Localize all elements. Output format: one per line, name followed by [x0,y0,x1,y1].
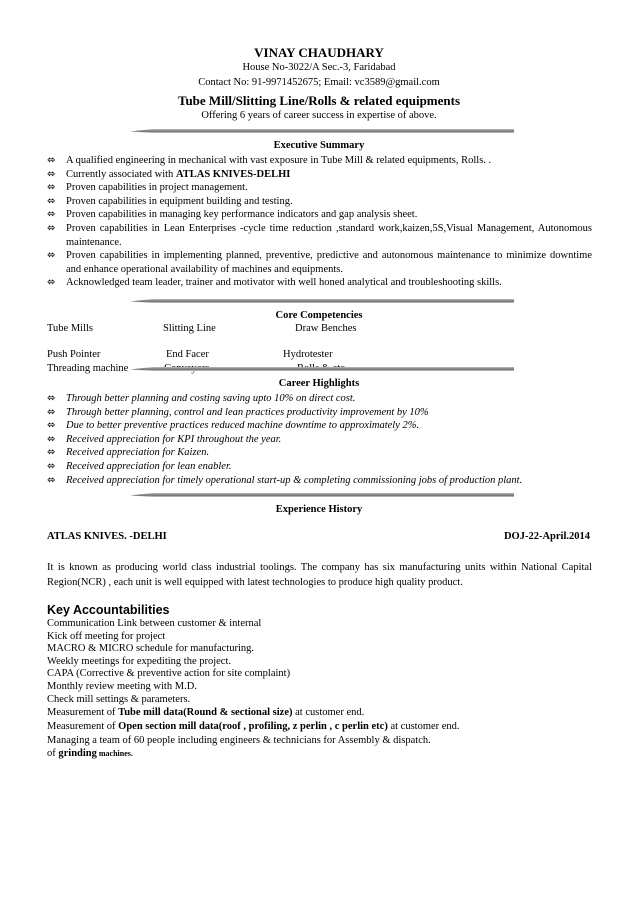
arrow-bullet-icon: ⬄ [47,420,56,432]
accountability-item: Communication Link between customer & internal [47,618,262,629]
executive-summary-title: Executive Summary [273,140,365,151]
key-accountabilities-title: Key Accountabilities [47,603,170,617]
arrow-bullet-icon: ⬄ [47,460,56,472]
accountability-item: Check mill settings & parameters. [47,693,191,705]
arrow-bullet-icon: ⬄ [47,168,56,180]
accountability-item: Measurement of Open section mill data(roof , profiling, z perlin , c perlin etc) at customer end. [47,721,460,733]
candidate-name: VINAY CHAUDHARY [254,45,384,60]
experience-history-title: Experience History [275,504,363,515]
executive-summary-list [47,154,592,290]
competency-item: Hydrotester [283,349,333,361]
career-highlights-list [47,392,592,487]
competency-item: End Facer [166,349,209,361]
arrow-bullet-icon: ⬄ [47,155,56,166]
highlight-item: ⬄ Through better planning and costing saving upto 10% on direct cost. [47,393,356,404]
contact-line: Contact No: 91-9971452675; Email: vc3589@gmail.com [198,77,440,88]
highlight-item: ⬄ Received appreciation for timely operational start-up & completing commissioning jobs of production plant. [47,474,523,486]
key-accountabilities-list [47,618,460,760]
highlight-item: ⬄ Through better planning, control and lean practices productivity improvement by 10% [47,406,429,418]
competency-item: Push Pointer [47,349,101,361]
date-of-joining: DOJ-22-April.2014 [503,531,590,542]
highlight-item: ⬄ Due to better preventive practices reduced machine downtime to approximately 2%. [47,420,420,432]
arrow-bullet-icon: ⬄ [47,277,56,289]
subheadline: Offering 6 years of career success in expertise of above. [201,110,437,121]
summary-item: ⬄ A qualified engineering in mechanical with vast exposure in Tube Mill & related equipments, Rolls. . [47,155,492,166]
accountability-item: MACRO & MICRO schedule for manufacturing. [47,643,255,655]
summary-item: ⬄ Proven capabilities in managing key performance indicators and gap analysis sheet. [47,209,418,221]
arrow-bullet-icon: ⬄ [47,195,56,207]
highlight-item: ⬄ Received appreciation for KPI throughout the year. [47,433,282,445]
accountability-item: Weekly meetings for expediting the project. [47,655,232,667]
accountability-item: of grinding machines. [47,748,133,760]
arrow-bullet-icon: ⬄ [47,182,56,194]
summary-item: ⬄ Proven capabilities in implementing planned, preventive, predictive and autonomous maintenance to minimize downtime and enhance operational availability of machines and equipments. [47,250,592,275]
summary-item: ⬄ Proven capabilities in project management. [47,182,248,194]
summary-item: ⬄ Proven capabilities in equipment building and testing. [47,195,293,207]
competency-item: Tube Mills [47,323,94,334]
section-divider [130,129,514,133]
accountability-item: Measurement of Tube mill data(Round & sectional size) at customer end. [47,707,365,719]
arrow-bullet-icon: ⬄ [47,250,56,262]
accountability-item: Managing a team of 60 people including engineers & technicians for Assembly & dispatch. [47,735,431,747]
company-description: It is known as producing world class industrial toolings. The company has six manufacturing units within National Capital Region(NCR) , each unit is well equipped with latest technologies to produce high quality product. [47,562,592,588]
career-highlights-title: Career Highlights [278,378,360,389]
summary-item: ⬄ Proven capabilities in Lean Enterprises -cycle time reduction ,standard work,kaizen,5S,Visual Management, Autonomous maintenance. [47,222,592,248]
section-divider [130,299,514,303]
arrow-bullet-icon: ⬄ [47,474,56,486]
accountability-item: CAPA (Corrective & preventive action for site complaint) [47,668,291,680]
competency-item: Draw Benches [295,323,357,334]
arrow-bullet-icon: ⬄ [47,393,56,404]
summary-item: ⬄ Acknowledged team leader, trainer and motivator with well honed analytical and troubleshooting skills. [47,277,502,289]
section-divider [130,367,514,371]
competency-item: Slitting Line [163,323,216,334]
core-competencies-title: Core Competencies [275,310,363,321]
highlight-item: ⬄ Received appreciation for Kaizen. [47,447,210,459]
competency-item: Threading machine [47,362,129,374]
section-divider [130,493,514,497]
accountability-item: Kick off meeting for project [47,630,166,642]
arrow-bullet-icon: ⬄ [47,433,56,445]
address: House No-3022/A Sec.-3, Faridabad [242,62,396,73]
accountability-item: Monthly review meeting with M.D. [47,680,197,692]
arrow-bullet-icon: ⬄ [47,406,56,418]
highlight-item: ⬄ Received appreciation for lean enabler. [47,460,232,472]
arrow-bullet-icon: ⬄ [47,209,56,221]
summary-item: ⬄ Currently associated with ATLAS KNIVES-DELHI [47,168,291,180]
headline: Tube Mill/Slitting Line/Rolls & related equipments [177,93,461,108]
arrow-bullet-icon: ⬄ [47,447,56,459]
arrow-bullet-icon: ⬄ [47,222,56,234]
company-name: ATLAS KNIVES. -DELHI [47,531,167,542]
